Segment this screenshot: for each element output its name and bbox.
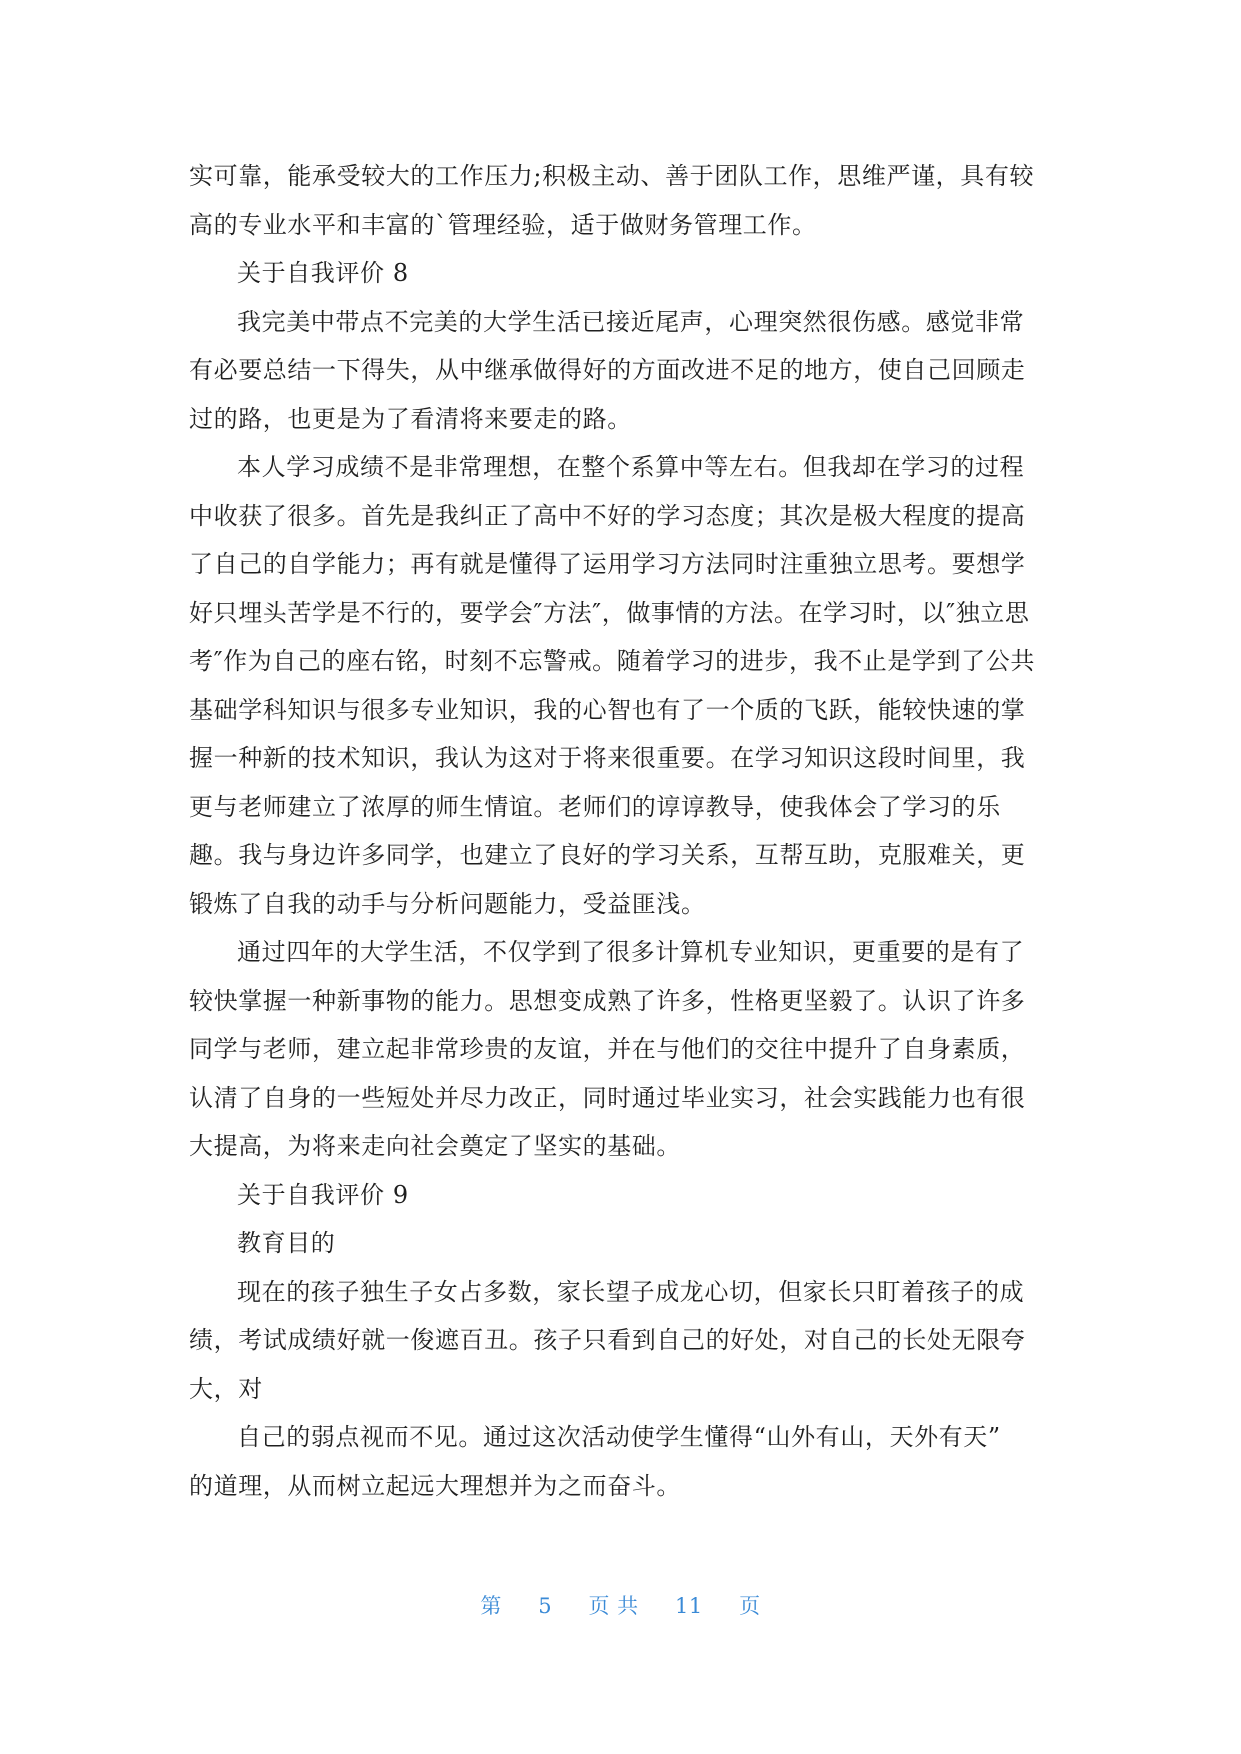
- text-line: 自己的弱点视而不见。通过这次活动使学生懂得“山外有山，天外有天”: [237, 1423, 1001, 1451]
- footer-page-number: 5: [538, 1594, 553, 1618]
- footer-total-pages: 11: [675, 1594, 703, 1618]
- text-line: 考″作为自己的座右铭，时刻不忘警戒。随着学习的进步，我不止是学到了公共: [189, 647, 1035, 675]
- text-line: 大，对: [189, 1374, 263, 1403]
- text-line: 较快掌握一种新事物的能力。思想变成熟了许多，性格更坚毅了。认识了许多: [189, 986, 1026, 1015]
- text-line: 高的专业水平和丰富的`管理经验，适于做财务管理工作。: [189, 210, 817, 239]
- text-line: 基础学科知识与很多专业知识，我的心智也有了一个质的飞跃，能较快速的掌: [189, 695, 1026, 724]
- text-line: 本人学习成绩不是非常理想，在整个系算中等左右。但我却在学习的过程: [237, 453, 1025, 481]
- text-line: 关于自我评价 9: [237, 1180, 409, 1209]
- text-line: 有必要总结一下得失，从中继承做得好的方面改进不足的地方，使自己回顾走: [189, 356, 1026, 384]
- text-line: 好只埋头苦学是不行的，要学会″方法″，做事情的方法。在学习时，以″独立思: [189, 598, 1030, 627]
- text-line: 中收获了很多。首先是我纠正了高中不好的学习态度；其次是极大程度的提高: [189, 501, 1026, 530]
- footer-ye: 页: [588, 1594, 610, 1618]
- text-line: 教育目的: [237, 1229, 336, 1257]
- text-line: 实可靠，能承受较大的工作压力;积极主动、善于团队工作，思维严谨，具有较: [189, 162, 1035, 190]
- text-line: 过的路，也更是为了看清将来要走的路。: [189, 404, 632, 433]
- text-line: 趣。我与身边许多同学，也建立了良好的学习关系，互帮互助，克服难关，更: [189, 841, 1026, 869]
- document-body: [189, 152, 1057, 1510]
- text-line: 通过四年的大学生活，不仅学到了很多计算机专业知识，更重要的是有了: [237, 938, 1025, 966]
- text-line: 关于自我评价 8: [237, 259, 409, 287]
- footer-gong: 共: [617, 1594, 639, 1618]
- footer-ye-end: 页: [739, 1594, 761, 1618]
- page-footer: [0, 1590, 1241, 1620]
- text-line: 我完美中带点不完美的大学生活已接近尾声，心理突然很伤感。感觉非常: [237, 307, 1025, 336]
- text-line: 绩，考试成绩好就一俊遮百丑。孩子只看到自己的好处，对自己的长处无限夸: [189, 1326, 1026, 1354]
- text-line: 现在的孩子独生子女占多数，家长望子成龙心切，但家长只盯着孩子的成: [237, 1277, 1025, 1306]
- footer-di: 第: [480, 1594, 502, 1618]
- text-line: 了自己的自学能力；再有就是懂得了运用学习方法同时注重独立思考。要想学: [189, 550, 1026, 578]
- text-line: 同学与老师，建立起非常珍贵的友谊，并在与他们的交往中提升了自身素质，: [189, 1035, 1026, 1063]
- text-line: 锻炼了自我的动手与分析问题能力，受益匪浅。: [189, 889, 706, 918]
- text-line: 认清了自身的一些短处并尽力改正，同时通过毕业实习，社会实践能力也有很: [189, 1083, 1026, 1112]
- text-line: 握一种新的技术知识，我认为这对于将来很重要。在学习知识这段时间里，我: [189, 744, 1026, 772]
- text-line: 的道理，从而树立起远大理想并为之而奋斗。: [189, 1471, 681, 1500]
- text-line: 大提高，为将来走向社会奠定了坚实的基础。: [189, 1132, 681, 1160]
- text-line: 更与老师建立了浓厚的师生情谊。老师们的谆谆教导，使我体会了学习的乐: [189, 792, 1001, 821]
